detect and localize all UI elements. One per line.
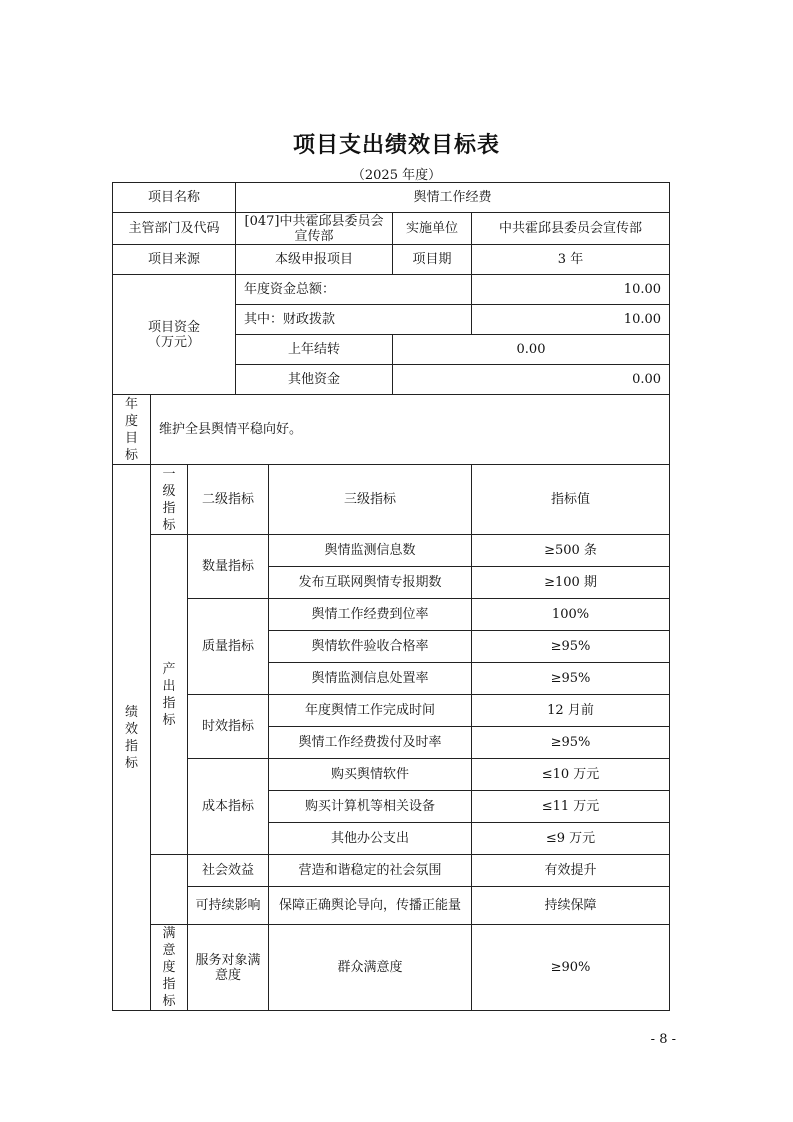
- annual-goal-text: 维护全县舆情平稳向好。: [151, 395, 670, 465]
- service-name: 群众满意度: [269, 925, 472, 1011]
- impl-label: 实施单位: [393, 213, 472, 245]
- quality-label: 质量指标: [188, 599, 269, 695]
- project-name-label: 项目名称: [113, 183, 236, 213]
- header-value: 指标值: [472, 465, 670, 535]
- funds-carry-label: 上年结转: [236, 335, 393, 365]
- quantity-label: 数量指标: [188, 535, 269, 599]
- cost-item-value: ≤9 万元: [472, 823, 670, 855]
- quality-item-value: ≥95%: [472, 663, 670, 695]
- service-label: 服务对象满意度: [188, 925, 269, 1011]
- performance-table: [112, 182, 670, 1011]
- quality-item-name: 舆情软件验收合格率: [269, 631, 472, 663]
- social-name: 营造和谐稳定的社会氛围: [269, 855, 472, 887]
- funds-other-label: 其他资金: [236, 365, 393, 395]
- period-label: 项目期: [393, 245, 472, 275]
- cost-item-name: 购买舆情软件: [269, 759, 472, 791]
- quality-item-value: 100%: [472, 599, 670, 631]
- sustain-label: 可持续影响: [188, 887, 269, 925]
- dept-value: [047]中共霍邱县委员会宣传部: [236, 213, 393, 245]
- quantity-item-value: ≥500 条: [472, 535, 670, 567]
- time-item-value: 12 月前: [472, 695, 670, 727]
- page-number: - 8 -: [650, 1032, 676, 1047]
- impl-value: 中共霍邱县委员会宣传部: [472, 213, 670, 245]
- quantity-item-value: ≥100 期: [472, 567, 670, 599]
- quantity-item-name: 舆情监测信息数: [269, 535, 472, 567]
- annual-goal-label: 年 度 目 标: [113, 395, 151, 465]
- social-label: 社会效益: [188, 855, 269, 887]
- output-label: 产 出 指 标: [151, 535, 188, 855]
- page-subtitle: （2025 年度）: [351, 168, 442, 183]
- period-value: 3 年: [472, 245, 670, 275]
- service-value: ≥90%: [472, 925, 670, 1011]
- time-item-name: 舆情工作经费拨付及时率: [269, 727, 472, 759]
- time-label: 时效指标: [188, 695, 269, 759]
- quality-item-name: 舆情监测信息处置率: [269, 663, 472, 695]
- header-level1: 一 级 指 标: [151, 465, 188, 535]
- project-name-value: 舆情工作经费: [236, 183, 670, 213]
- sustain-name: 保障正确舆论导向，传播正能量: [269, 887, 472, 925]
- cost-item-name: 购买计算机等相关设备: [269, 791, 472, 823]
- time-item-value: ≥95%: [472, 727, 670, 759]
- header-level3: 三级指标: [269, 465, 472, 535]
- satisfaction-label: 满 意 度 指 标: [151, 925, 188, 1011]
- time-item-name: 年度舆情工作完成时间: [269, 695, 472, 727]
- cost-item-value: ≤10 万元: [472, 759, 670, 791]
- cost-item-value: ≤11 万元: [472, 791, 670, 823]
- quality-item-value: ≥95%: [472, 631, 670, 663]
- funds-carry-value: 0.00: [393, 335, 670, 365]
- funds-other-value: 0.00: [393, 365, 670, 395]
- indicators-group-label: 绩 效 指 标: [113, 465, 151, 1011]
- sustain-value: 持续保障: [472, 887, 670, 925]
- header-level2: 二级指标: [188, 465, 269, 535]
- funds-label: 项目资金 （万元）: [113, 275, 236, 395]
- quality-item-name: 舆情工作经费到位率: [269, 599, 472, 631]
- source-value: 本级申报项目: [236, 245, 393, 275]
- social-value: 有效提升: [472, 855, 670, 887]
- cost-item-name: 其他办公支出: [269, 823, 472, 855]
- funds-total-label: 年度资金总额：: [236, 275, 472, 305]
- benefit-level1-label: [151, 855, 188, 925]
- quantity-item-name: 发布互联网舆情专报期数: [269, 567, 472, 599]
- dept-label: 主管部门及代码: [113, 213, 236, 245]
- funds-fiscal-value: 10.00: [472, 305, 670, 335]
- page-title: 项目支出绩效目标表: [292, 133, 500, 158]
- funds-total-value: 10.00: [472, 275, 670, 305]
- source-label: 项目来源: [113, 245, 236, 275]
- cost-label: 成本指标: [188, 759, 269, 855]
- funds-fiscal-label: 其中：财政拨款: [236, 305, 472, 335]
